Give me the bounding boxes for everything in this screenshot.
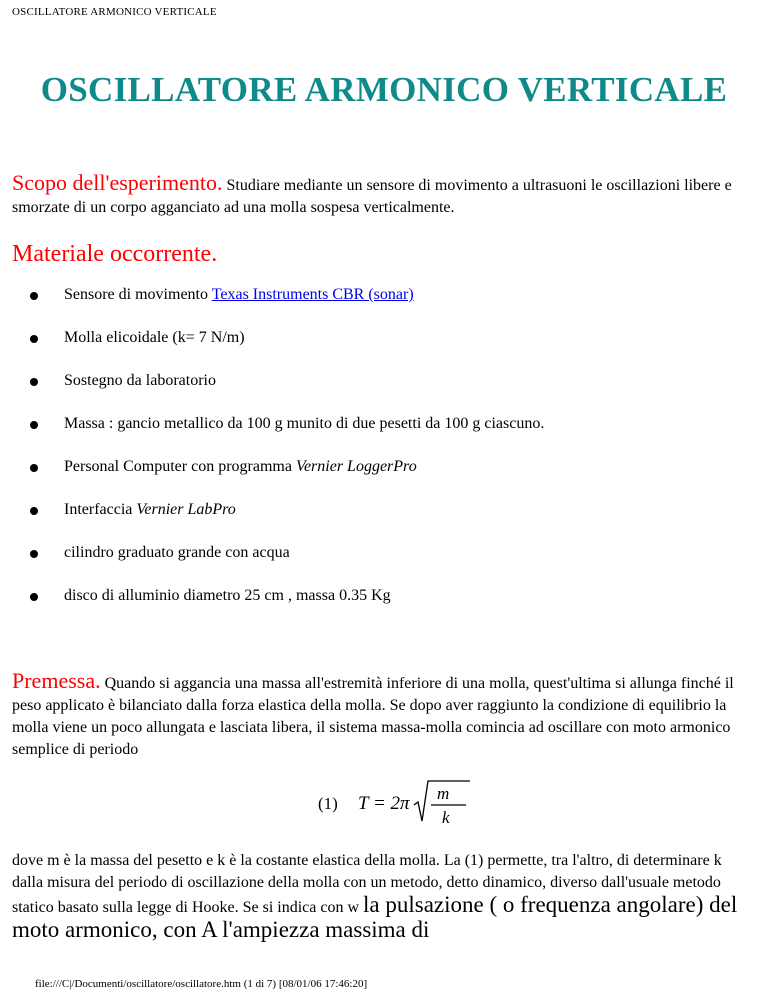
page-title: OSCILLATORE ARMONICO VERTICALE: [40, 70, 728, 109]
item-text: Personal Computer con programma: [64, 458, 296, 475]
scopo-section: [12, 172, 752, 219]
item-text: Sensore di movimento: [64, 286, 212, 303]
list-item: [30, 587, 544, 605]
cbr-link[interactable]: Texas Instruments CBR (sonar): [211, 286, 414, 303]
continuation-large-text: la pulsazione ( o frequenza angolare) del moto armonico, con A l'ampiezza massima di: [12, 892, 738, 942]
formula-numerator: m: [437, 784, 450, 803]
bullet-icon: [30, 421, 38, 429]
materiale-heading: Materiale occorrente.: [12, 241, 218, 267]
list-item: [30, 544, 544, 562]
list-item: [30, 286, 544, 304]
continuation-section: [12, 850, 752, 944]
bullet-icon: [30, 507, 38, 515]
scopo-heading: Scopo dell'esperimento.: [12, 170, 223, 195]
formula-lhs: T = 2π: [358, 793, 410, 814]
materials-list: [30, 286, 544, 630]
bullet-icon: [30, 292, 38, 300]
bullet-icon: [30, 464, 38, 472]
item-text: cilindro graduato grande con acqua: [64, 544, 290, 561]
print-header: OSCILLATORE ARMONICO VERTICALE: [12, 6, 217, 18]
bullet-icon: [30, 550, 38, 558]
formula-denominator: k: [442, 808, 450, 827]
period-formula: [318, 775, 478, 835]
premessa-section: [12, 670, 752, 761]
bullet-icon: [30, 593, 38, 601]
print-footer: file:///C|/Documenti/oscillatore/oscillatore.htm (1 di 7) [08/01/06 17:46:20]: [35, 978, 368, 990]
bullet-icon: [30, 378, 38, 386]
list-item: [30, 415, 544, 433]
item-text: Molla elicoidale (k= 7 N/m): [64, 329, 245, 346]
scopo-text: Studiare mediante un sensore di movimento a ultrasuoni le oscillazioni libere e smorzate di un corpo agganciato ad una molla sospesa verticalmente.: [12, 177, 732, 216]
bullet-icon: [30, 335, 38, 343]
continuation-text: dove m è la massa del pesetto e k è la costante elastica della molla. La (1) permette, tra l'altro, di determinare k dalla misura del periodo di oscillazione della molla con un metodo, detto dinamico, diverso dall'usuale metodo statico basato sulla legge di Hooke. Se si indica con w: [12, 852, 722, 916]
item-text: Sostegno da laboratorio: [64, 372, 216, 389]
formula-number: (1): [318, 794, 338, 813]
list-item: [30, 501, 544, 519]
item-text: Massa : gancio metallico da 100 g munito di due pesetti da 100 g ciascuno.: [64, 415, 545, 432]
list-item: [30, 372, 544, 390]
item-italic: Vernier LoggerPro: [295, 458, 417, 475]
list-item: [30, 329, 544, 347]
item-italic: Vernier LabPro: [136, 501, 236, 518]
premessa-heading: Premessa.: [12, 668, 101, 693]
item-text: Interfaccia: [64, 501, 137, 518]
item-text: disco di alluminio diametro 25 cm , massa 0.35 Kg: [64, 587, 391, 604]
list-item: [30, 458, 544, 476]
premessa-text: Quando si aggancia una massa all'estremità inferiore di una molla, quest'ultima si allunga finché il peso applicato è bilanciato dalla forza elastica della molla. Se dopo aver raggiunto la condizione di equilibrio la molla viene un poco allungata e lasciata libera, il sistema massa-molla comincia ad oscillare con moto armonico semplice di periodo: [12, 675, 734, 758]
